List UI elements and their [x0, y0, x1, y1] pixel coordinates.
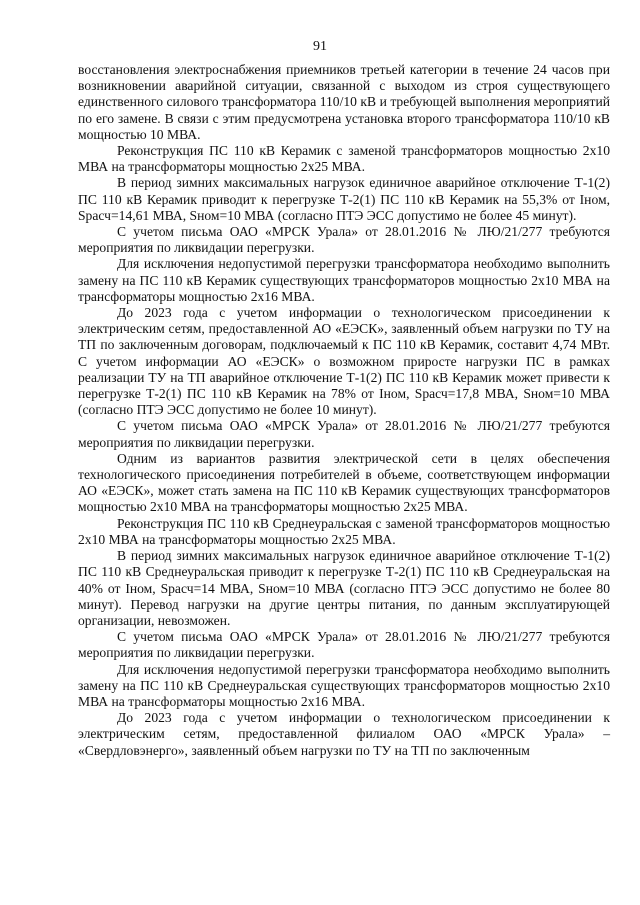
- paragraph: С учетом письма ОАО «МРСК Урала» от 28.01.2016 № ЛЮ/21/277 требуются мероприятия по ликвидации перегрузки.: [78, 629, 610, 661]
- document-body: [78, 62, 610, 759]
- paragraph: Одним из вариантов развития электрической сети в целях обеспечения технологического присоединения потребителей в объеме, соответствующем информации АО «ЕЭСК», может стать замена на ПС 110 кВ Керамик существующих трансформаторов мощностью 2х10 МВА на трансформаторы мощностью 2х25 МВА.: [78, 450, 610, 515]
- paragraph: В период зимних максимальных нагрузок единичное аварийное отключение Т-1(2) ПС 110 кВ Среднеуральская приводит к перегрузке Т-2(1) ПС 110 кВ Среднеуральская на 40% от Iном, Sрасч=14 МВА, Sном=10 МВА (согласно ПТЭ ЭСС допустимо не более 80 минут). Перевод нагрузки на другие центры питания, по данным эксплуатирующей организации, невозможен.: [78, 548, 610, 628]
- paragraph: Реконструкция ПС 110 кВ Керамик с заменой трансформаторов мощностью 2х10 МВА на трансформаторы мощностью 2х25 МВА.: [78, 143, 610, 175]
- paragraph: До 2023 года с учетом информации о технологическом присоединении к электрическим сетям, предоставленной АО «ЕЭСК», заявленный объем нагрузки по ТУ на ТП по заключенным договорам, подключаемый к ПС 110 кВ Керамик, составит 4,74 МВт. С учетом информации АО «ЕЭСК» о возможном приросте нагрузки ПС в рамках реализации ТУ на ТП аварийное отключение Т-1(2) ПС 110 кВ Керамик может привести к перегрузке Т-2(1) ПС 110 кВ Керамик на 78% от Iном, Sрасч=17,8 МВА, Sном=10 МВА (согласно ПТЭ ЭСС допустимо не более 10 минут).: [78, 305, 610, 418]
- paragraph: Для исключения недопустимой перегрузки трансформатора необходимо выполнить замену на ПС 110 кВ Керамик существующих трансформаторов мощностью 2х10 МВА на трансформаторы мощностью 2х16 МВА.: [78, 256, 610, 304]
- paragraph: Для исключения недопустимой перегрузки трансформатора необходимо выполнить замену на ПС 110 кВ Среднеуральская существующих трансформаторов мощностью 2х10 МВА на трансформаторы мощностью 2х16 МВА.: [78, 661, 610, 709]
- paragraph-continuation: восстановления электроснабжения приемников третьей категории в течение 24 часов при возникновении аварийной ситуации, связанной с выходом из строя существующего единственного силового трансформатора 110/10 кВ и требующей выполнения мероприятий по его замене. В связи с этим предусмотрена установка второго трансформатора 110/10 кВ мощностью 10 МВА.: [78, 62, 610, 142]
- paragraph: Реконструкция ПС 110 кВ Среднеуральская с заменой трансформаторов мощностью 2х10 МВА на трансформаторы мощностью 2х25 МВА.: [78, 515, 610, 547]
- paragraph: С учетом письма ОАО «МРСК Урала» от 28.01.2016 № ЛЮ/21/277 требуются мероприятия по ликвидации перегрузки.: [78, 418, 610, 450]
- paragraph: В период зимних максимальных нагрузок единичное аварийное отключение Т-1(2) ПС 110 кВ Керамик приводит к перегрузке Т-2(1) ПС 110 кВ Керамик на 55,3% от Iном, Sрасч=14,61 МВА, Sном=10 МВА (согласно ПТЭ ЭСС допустимо не более 45 минут).: [78, 175, 610, 223]
- page-number: 91: [313, 39, 327, 54]
- paragraph: До 2023 года с учетом информации о технологическом присоединении к электрическим сетям, предоставленной филиалом ОАО «МРСК Урала» – «Свердловэнерго», заявленный объем нагрузки по ТУ на ТП по заключенным: [78, 710, 610, 758]
- paragraph: С учетом письма ОАО «МРСК Урала» от 28.01.2016 № ЛЮ/21/277 требуются мероприятия по ликвидации перегрузки.: [78, 224, 610, 256]
